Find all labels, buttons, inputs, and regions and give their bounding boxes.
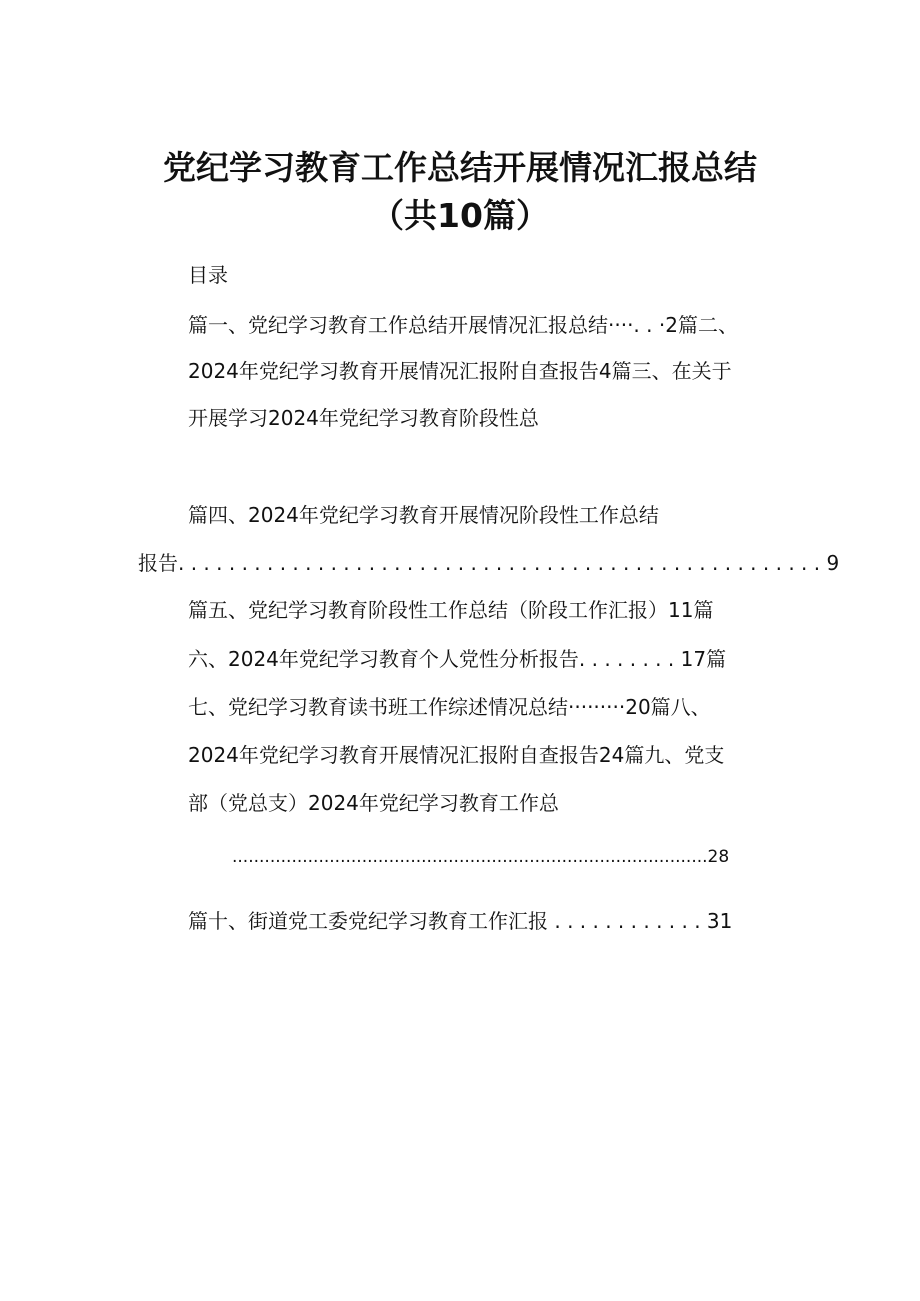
toc-line: 篇十、街道党工委党纪学习教育工作汇报 . . . . . . . . . . . . 31: [188, 909, 733, 933]
toc-line: 开展学习2024年党纪学习教育阶段性总: [188, 406, 539, 430]
toc-line: 报告. . . . . . . . . . . . . . . . . . . . . . . . . . . . . . . . . . . . . . . . . . . . . . . . . . . 9: [138, 551, 840, 575]
toc-heading: 目录: [188, 263, 228, 287]
toc-line: 篇五、党纪学习教育阶段性工作总结（阶段工作汇报）11篇: [188, 598, 714, 622]
toc-line: 六、2024年党纪学习教育个人党性分析报告. . . . . . . . 17篇: [188, 647, 727, 671]
toc-line: 七、党纪学习教育读书班工作综述情况总结·········20篇八、: [188, 695, 711, 719]
toc-line: 篇一、党纪学习教育工作总结开展情况汇报总结····. . ·2篇二、: [188, 313, 738, 337]
toc-line: 2024年党纪学习教育开展情况汇报附自查报告4篇三、在关于: [188, 359, 732, 383]
toc-line: 2024年党纪学习教育开展情况汇报附自查报告24篇九、党支: [188, 743, 725, 767]
document-subtitle: （共10篇）: [371, 196, 549, 235]
document-title: 党纪学习教育工作总结开展情况汇报总结: [163, 148, 757, 187]
toc-line: 篇四、2024年党纪学习教育开展情况阶段性工作总结: [188, 503, 659, 527]
toc-line: 部（党总支）2024年党纪学习教育工作总: [188, 791, 559, 815]
toc-line: ........................................................................................28: [232, 847, 730, 867]
